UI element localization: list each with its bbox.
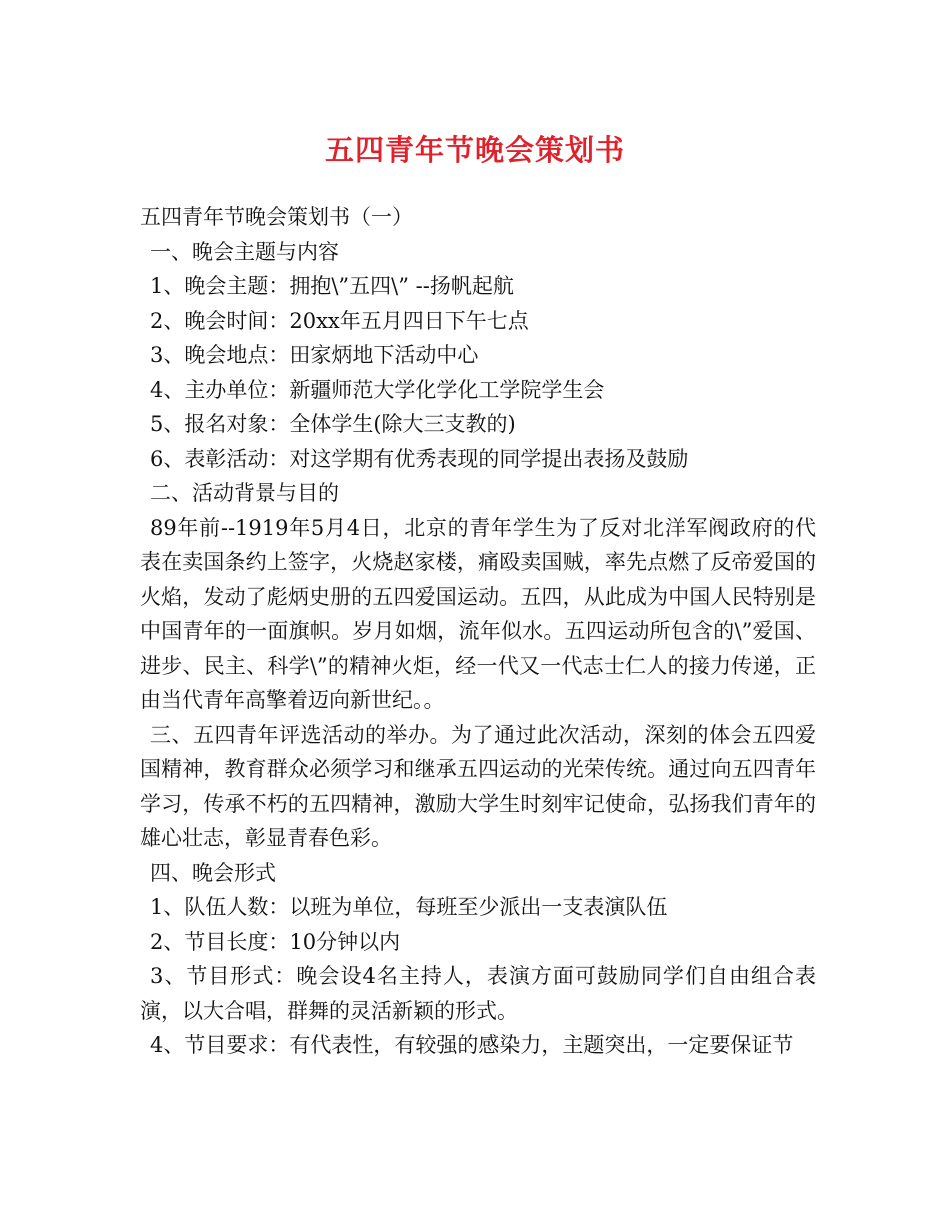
list-item: 2、节目长度：10分钟以内 (150, 929, 401, 954)
list-item: 4、主办单位：新疆师范大学化学化工学院学生会 (150, 377, 605, 402)
list-item: 4、节目要求：有代表性，有较强的感染力，主题突出，一定要保证节 (150, 1033, 794, 1057)
section-heading-4: 四、晚会形式 (150, 860, 276, 885)
list-item: 1、晚会主题：拥抱\”五四\” --扬帆起航 (150, 274, 514, 298)
list-item: 1、队伍人数：以班为单位，每班至少派出一支表演队伍 (150, 895, 668, 919)
list-item: 3、节目形式：晚会设4名主持人，表演方面可鼓励同学们自由组合表演，以大合唱，群舞的灵活新颖的形式。 (140, 964, 816, 1023)
document-title: 五四青年节晚会策划书 (324, 133, 625, 167)
list-item: 6、表彰活动：对这学期有优秀表现的同学提出表扬及鼓励 (150, 446, 689, 471)
list-item: 3、晚会地点：田家炳地下活动中心 (150, 343, 479, 367)
section-heading-1: 一、晚会主题与内容 (150, 239, 339, 264)
list-item: 5、报名对象：全体学生(除大三支教的) (150, 412, 516, 436)
background-paragraph: 89年前--1919年5月4日，北京的青年学生为了反对北洋军阀政府的代表在卖国条约上签字，火烧赵家楼，痛殴卖国贼，率先点燃了反帝爱国的火焰，发动了彪炳史册的五四爱国运动。五四，从此成为中国人民特别是中国青年的一面旗帜。岁月如烟，流年似水。五四运动所包含的\”爱国、进步、民主、科学\”的精神火炬，经一代又一代志士仁人的接力传递，正由当代青年高擎着迈向新世纪。。 (140, 515, 816, 712)
section-heading-2: 二、活动背景与目的 (150, 481, 339, 505)
section-3-paragraph: 三、五四青年评选活动的举办。为了通过此次活动，深刻的体会五四爱国精神，教育群众必须学习和继承五四运动的光荣传统。通过向五四青年学习，传承不朽的五四精神，激励大学生时刻牢记使命，弘扬我们青年的雄心壮志，彰显青春色彩。 (140, 722, 816, 850)
subtitle: 五四青年节晚会策划书（一） (140, 205, 413, 229)
document-body (140, 200, 816, 1063)
list-item: 2、晚会时间：20xx年五月四日下午七点 (150, 308, 529, 333)
